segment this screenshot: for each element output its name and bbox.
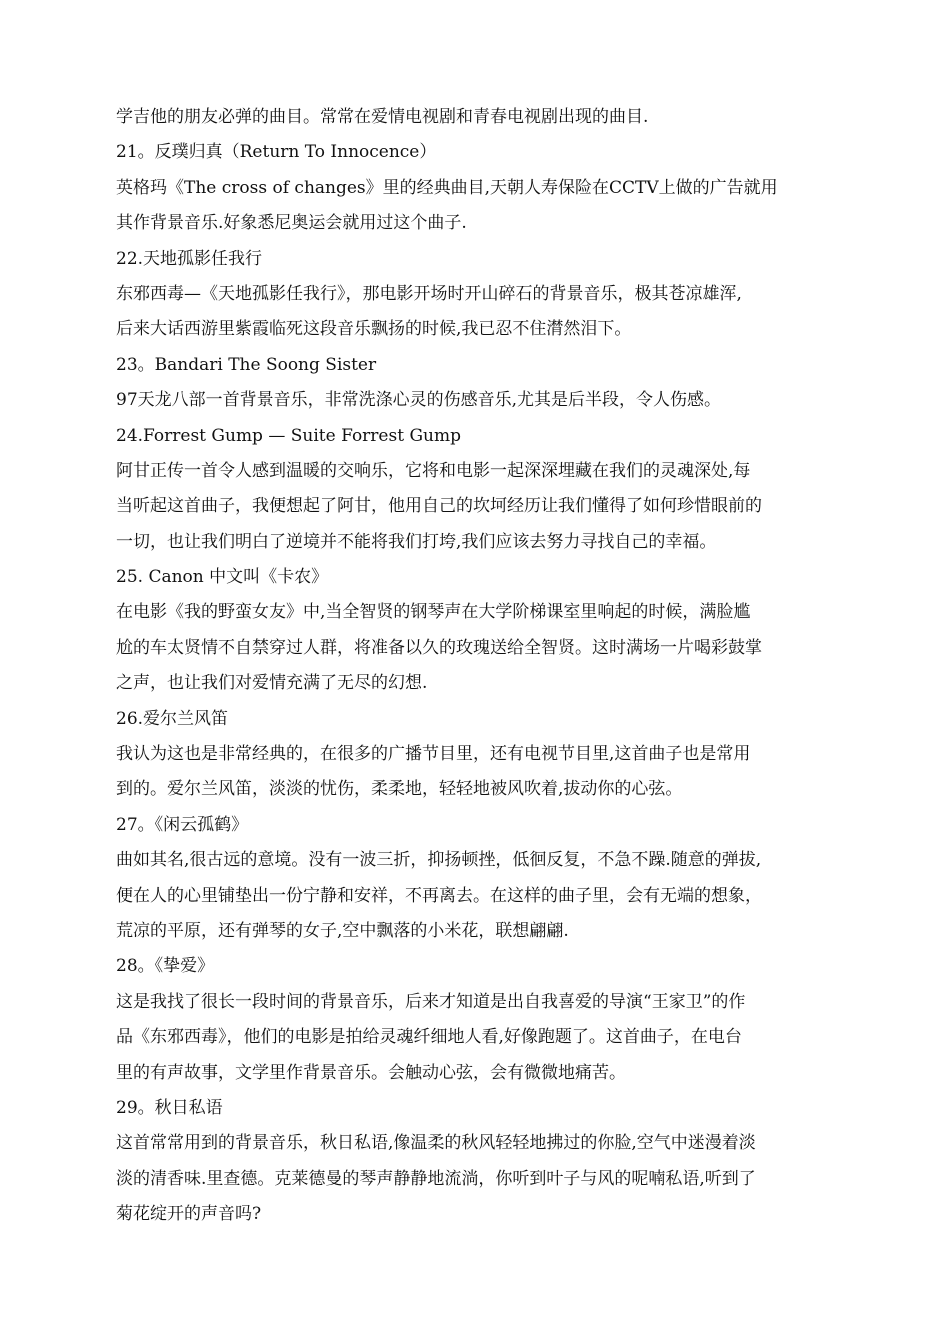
body-text-line: 在电影《我的野蛮女友》中,当全智贤的钢琴声在大学阶梯课室里响起的时候，满脸尴 — [116, 602, 751, 623]
body-text-line: 菊花绽开的声音吗? — [116, 1204, 262, 1225]
body-text-line: 阿甘正传一首令人感到温暖的交响乐，它将和电影一起深深埋藏在我们的灵魂深处,每 — [116, 460, 751, 481]
body-text-line: 当听起这首曲子，我便想起了阿甘，他用自己的坎坷经历让我们懂得了如何珍惜眼前的 — [116, 496, 762, 517]
body-text-line: 便在人的心里铺垫出一份宁静和安祥，不再离去。在这样的曲子里，会有无端的想象， — [116, 885, 762, 906]
body-text-line: 学吉他的朋友必弹的曲目。常常在爱情电视剧和青春电视剧出现的曲目. — [116, 107, 649, 127]
body-text-line: 到的。爱尔兰风笛，淡淡的忧伤，柔柔地，轻轻地被风吹着,拔动你的心弦。 — [116, 779, 683, 800]
section-heading: 28。《挚爱》 — [116, 956, 215, 977]
body-text-line: 曲如其名,很古远的意境。没有一波三折，抑扬顿挫，低徊反复，不急不躁.随意的弹拔, — [116, 850, 762, 871]
body-text-line: 之声，也让我们对爱情充满了无尽的幻想. — [116, 673, 428, 694]
body-text-line: 荒凉的平原，还有弹琴的女子,空中飘落的小米花，联想翩翩. — [116, 920, 569, 941]
body-text-line: 里的有声故事，文学里作背景音乐。会触动心弦，会有微微地痛苦。 — [116, 1062, 626, 1083]
section-heading: 22.天地孤影任我行 — [116, 248, 263, 269]
section-heading: 24.Forrest Gump — Suite Forrest Gump — [116, 425, 461, 446]
section-heading: 26.爱尔兰风笛 — [116, 708, 229, 729]
section-heading: 25. Canon 中文叫《卡农》 — [116, 567, 329, 588]
body-text-line: 后来大话西游里紫霞临死这段音乐飘扬的时候,我已忍不住潸然泪下。 — [116, 319, 632, 340]
body-text-line: 淡的清香味.里查德。克莱德曼的琴声静静地流淌，你听到叶子与风的呢喃私语,听到了 — [116, 1168, 756, 1189]
body-text-line: 其作背景音乐.好象悉尼奥运会就用过这个曲子. — [116, 213, 467, 234]
body-text-line: 这是我找了很长一段时间的背景音乐，后来才知道是出自我喜爱的导演“王家卫”的作 — [116, 991, 746, 1012]
section-heading: 27。《闲云孤鹤》 — [116, 814, 249, 835]
body-text-line: 品《东邪西毒》，他们的电影是拍给灵魂纤细地人看,好像跑题了。这首曲子，在电台 — [116, 1027, 742, 1048]
body-text-line: 英格玛《The cross of changes》里的经典曲目,天朝人寿保险在CCTV上做的广告就用 — [116, 177, 778, 198]
section-heading: 21。反璞归真（Return To Innocence） — [116, 142, 437, 163]
body-text-line: 东邪西毒—《天地孤影任我行》，那电影开场时开山碎石的背景音乐，极其苍凉雄浑, — [116, 283, 742, 304]
body-text-line: 97天龙八部一首背景音乐，非常洗涤心灵的伤感音乐,尤其是后半段，令人伤感。 — [116, 390, 722, 411]
section-heading: 23。Bandari The Soong Sister — [116, 354, 377, 375]
section-heading: 29。秋日私语 — [116, 1097, 223, 1118]
body-text-line: 一切，也让我们明白了逆境并不能将我们打垮,我们应该去努力寻找自己的幸福。 — [116, 531, 717, 552]
body-text-line: 我认为这也是非常经典的，在很多的广播节目里，还有电视节目里,这首曲子也是常用 — [116, 744, 751, 765]
body-text-line: 尬的车太贤情不自禁穿过人群，将准备以久的玫瑰送给全智贤。这时满场一片喝彩鼓掌 — [116, 637, 762, 658]
body-text-line: 这首常常用到的背景音乐，秋日私语,像温柔的秋风轻轻地拂过的你脸,空气中迷漫着淡 — [116, 1133, 756, 1154]
